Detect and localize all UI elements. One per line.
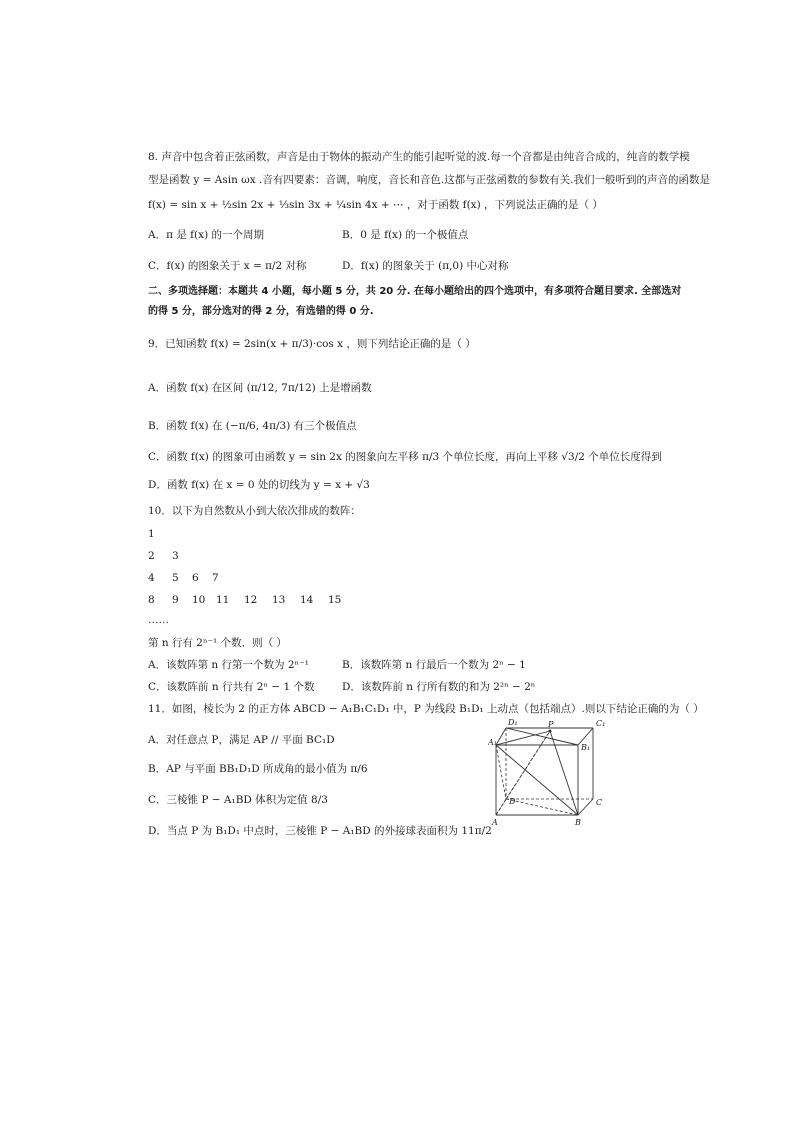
- q10-option-a: A．该数阵第 n 行第一个数为 2ⁿ⁻¹: [148, 659, 309, 671]
- q11-option-d: D．当点 P 为 B₁D₁ 中点时，三棱锥 P − A₁BD 的外接球表面积为 11π/2: [148, 825, 492, 837]
- q11-option-a: A．对任意点 P，满足 AP // 平面 BC₁D: [148, 734, 335, 746]
- q11-stem: 11．如图，棱长为 2 的正方体 ABCD − A₁B₁C₁D₁ 中，P 为线段 B₁D₁ 上动点（包括端点）.则以下结论正确的为（ ）: [148, 703, 704, 715]
- q8-stem-line1: 8. 声音中包含着正弦函数，声音是由于物体的振动产生的能引起听觉的波.每一个音都是由纯音合成的，纯音的数学模: [148, 151, 690, 163]
- q9-option-c: C．函数 f(x) 的图象可由函数 y = sin 2x 的图象向左平移 π/3 个单位长度，再向上平移 √3/2 个单位长度得到: [148, 451, 662, 463]
- q10-option-c: C．该数阵前 n 行共有 2ⁿ − 1 个数: [148, 681, 315, 693]
- q11-option-c: C．三棱锥 P − A₁BD 体积为定值 8/3: [148, 794, 328, 806]
- q8-stem-line2: 型是函数 y = Asin ωx .音有四要素：音调，响度，音长和音色.这都与正弦函数的参数有关.我们一般听到的声音的函数是: [148, 174, 711, 186]
- q9-stem: 9．已知函数 f(x) = 2sin(x + π/3)·cos x ，则下列结论正确的是（ ）: [148, 338, 476, 350]
- q10-cell: 15: [328, 594, 342, 606]
- q10-tail: 第 n 行有 2ⁿ⁻¹ 个数．则（ ）: [148, 637, 287, 649]
- section2-heading-line1: 二、多项选择题：本题共 4 小题，每小题 5 分，共 20 分. 在每小题给出的四个选项中，有多项符合题目要求. 全部选对: [148, 286, 682, 297]
- q10-option-d: D．该数阵前 n 行所有数的和为 2²ⁿ − 2ⁿ: [342, 681, 536, 693]
- q8-stem-line3: f(x) = sin x + ½sin 2x + ⅓sin 3x + ¼sin 4x + ⋯ ，对于函数 f(x) ，下列说法正确的是（ ）: [148, 199, 603, 211]
- section2-heading-line2: 的得 5 分，部分选对的得 2 分，有选错的得 0 分.: [148, 306, 374, 317]
- q10-row-3: [148, 571, 232, 585]
- q10-stem: 10．以下为自然数从小到大依次排成的数阵：: [148, 505, 361, 517]
- label-p: P: [548, 720, 554, 729]
- q10-cell: 9: [172, 594, 179, 606]
- point-p: [549, 730, 552, 733]
- q10-cell: 7: [212, 572, 219, 584]
- q11-option-b: B．AP 与平面 BB₁D₁D 所成角的最小值为 π/6: [148, 763, 368, 775]
- q10-cell: 6: [192, 572, 199, 584]
- q10-cell: 13: [272, 594, 286, 606]
- q10-cell: 5: [172, 572, 179, 584]
- hidden-db: [506, 799, 578, 815]
- q9-option-d: D．函数 f(x) 在 x = 0 处的切线为 y = x + √3: [148, 479, 370, 491]
- q8-option-a: A．π 是 f(x) 的一个周期: [148, 229, 264, 241]
- hidden-a1d: [496, 745, 506, 799]
- label-d: D: [509, 797, 516, 806]
- q10-cell: 3: [172, 550, 179, 562]
- q10-cell: 1: [148, 528, 155, 540]
- label-c1: C₁: [596, 719, 606, 728]
- q10-cell: 4: [148, 572, 155, 584]
- q10-cell: 12: [244, 594, 258, 606]
- q10-row-2: [148, 549, 196, 563]
- q10-option-b: B．该数阵第 n 行最后一个数为 2ⁿ − 1: [342, 659, 526, 671]
- q8-option-b: B．0 是 f(x) 的一个极值点: [342, 229, 469, 241]
- q8-option-d: D．f(x) 的图象关于 (π,0) 中心对称: [342, 260, 509, 272]
- q10-cell: 10: [192, 594, 206, 606]
- cube-figure: [488, 715, 618, 830]
- q10-cell: 11: [216, 594, 230, 606]
- q10-cell: 2: [148, 550, 155, 562]
- label-b: B: [575, 818, 581, 827]
- label-b1: B₁: [581, 743, 591, 752]
- q10-row-1: [148, 527, 172, 541]
- q9-option-a: A．函数 f(x) 在区间 (π/12, 7π/12) 上是增函数: [148, 382, 372, 394]
- label-a: A: [492, 818, 498, 827]
- q10-cell: 14: [300, 594, 314, 606]
- segment-d1b1: [506, 728, 578, 745]
- q10-cell: 8: [148, 594, 155, 606]
- edge-bc: [578, 799, 593, 815]
- q10-ellipsis: ……: [148, 614, 169, 626]
- label-c: C: [596, 798, 603, 807]
- label-a1: A₁: [488, 738, 497, 747]
- q10-row-4: [148, 593, 352, 607]
- q9-option-b: B．函数 f(x) 在 (−π/6, 4π/3) 有三个极值点: [148, 420, 357, 432]
- label-d1: D₁: [508, 718, 518, 727]
- q8-option-c: C．f(x) 的图象关于 x = π/2 对称: [148, 260, 307, 272]
